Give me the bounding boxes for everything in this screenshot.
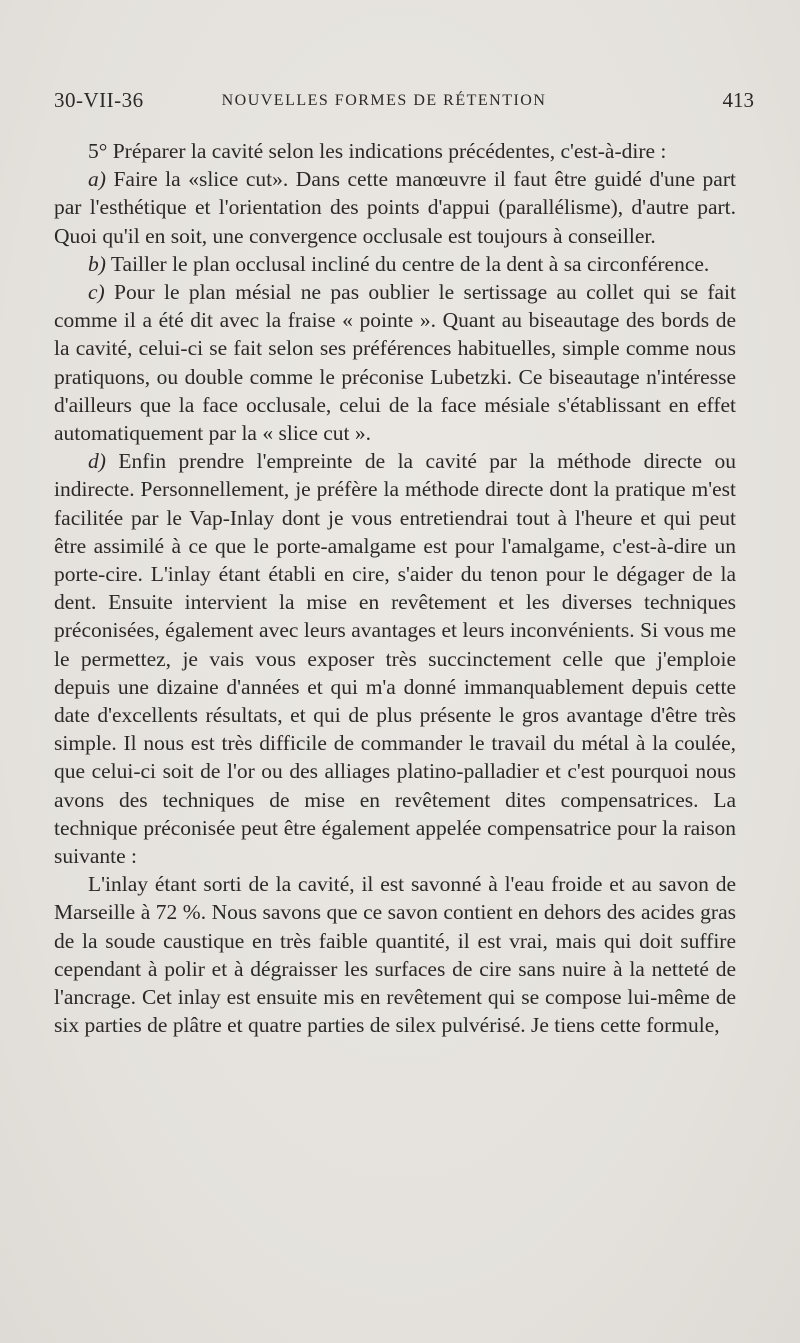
paragraph-label: b) bbox=[88, 251, 106, 276]
paragraph-label: d) bbox=[88, 449, 106, 474]
paragraph-label: a) bbox=[88, 167, 106, 192]
header-date: 30-VII-36 bbox=[54, 88, 144, 112]
page-number: 413 bbox=[722, 88, 754, 112]
paragraph bbox=[54, 137, 736, 165]
paragraph-text: Faire la «slice cut». Dans cette manœuvre il faut être guidé d'une part par l'esthétique et l'orientation des points d'appui (parallélisme), d'autre part. Quoi qu'il en soit, une convergence occlusale est toujours à conseiller. bbox=[54, 167, 736, 248]
paragraph-text: Tailler le plan occlusal incliné du centre de la dent à sa circonférence. bbox=[105, 251, 710, 276]
paragraph-text: 5° Préparer la cavité selon les indications précédentes, c'est-à-dire : bbox=[88, 139, 667, 163]
paragraph-text: Pour le plan mésial ne pas oublier le sertissage au collet qui se fait comme il a été dit avec la fraise « pointe ». Quant au biseautage des bords de la cavité, celui-ci se fait selon ses préférences habituelles, simple comme nous pratiquons, ou double comme le préconise Lubetzki. Ce biseautage n'intéresse d'ailleurs que la face occlusale, celui de la face mésiale s'établissant en effet automatiquement par la « slice cut ». bbox=[54, 280, 736, 446]
running-header bbox=[54, 88, 754, 118]
paragraph bbox=[54, 447, 736, 870]
paragraph-label: c) bbox=[88, 280, 105, 305]
paragraph bbox=[54, 278, 736, 447]
paragraph bbox=[54, 250, 736, 278]
paragraph-text: L'inlay étant sorti de la cavité, il est savonné à l'eau froide et au savon de Marseille à 72 %. Nous savons que ce savon contient en dehors des acides gras de la soude caustique en très faible quantité, il est vrai, mais qui doit suffire cependant à polir et à dégraisser les surfaces de cire sans nuire à la netteté de l'ancrage. Cet inlay est ensuite mis en revêtement qui se compose lui-même de six parties de plâtre et quatre parties de silex pulvérisé. Je tiens cette formule, bbox=[54, 872, 736, 1038]
header-title: NOUVELLES FORMES DE RÉTENTION bbox=[221, 92, 547, 109]
paragraph bbox=[54, 165, 736, 250]
paragraph bbox=[54, 870, 736, 1039]
paragraph-text: Enfin prendre l'empreinte de la cavité par la méthode directe ou indirecte. Personnellement, je préfère la méthode directe dont la pratique m'est facilitée par le Vap-Inlay dont je vous entretiendrai tout à l'heure et qui peut être assimilé à ce que le porte-amalgame est pour l'amalgame, c'est-à-dire un porte-cire. L'inlay étant établi en cire, s'aider du tenon pour le dégager de la dent. Ensuite intervient la mise en revêtement et les diverses techniques préconisées, également avec leurs avantages et leurs inconvénients. Si vous me le permettez, je vais vous exposer très succinctement celle que j'emploie depuis une dizaine d'années et qui m'a donné immanquablement depuis cette date d'excellents résultats, et qui de plus présente le gros avantage d'être très simple. Il nous est très difficile de commander le travail du métal à la coulée, que celui-ci soit de l'or ou des alliages platino-palladier et c'est pourquoi nous avons des techniques de mise en revêtement dites compensatrices. La technique préconisée peut être également appelée compensatrice pour la raison suivante : bbox=[54, 449, 736, 869]
body-text bbox=[54, 137, 736, 1040]
